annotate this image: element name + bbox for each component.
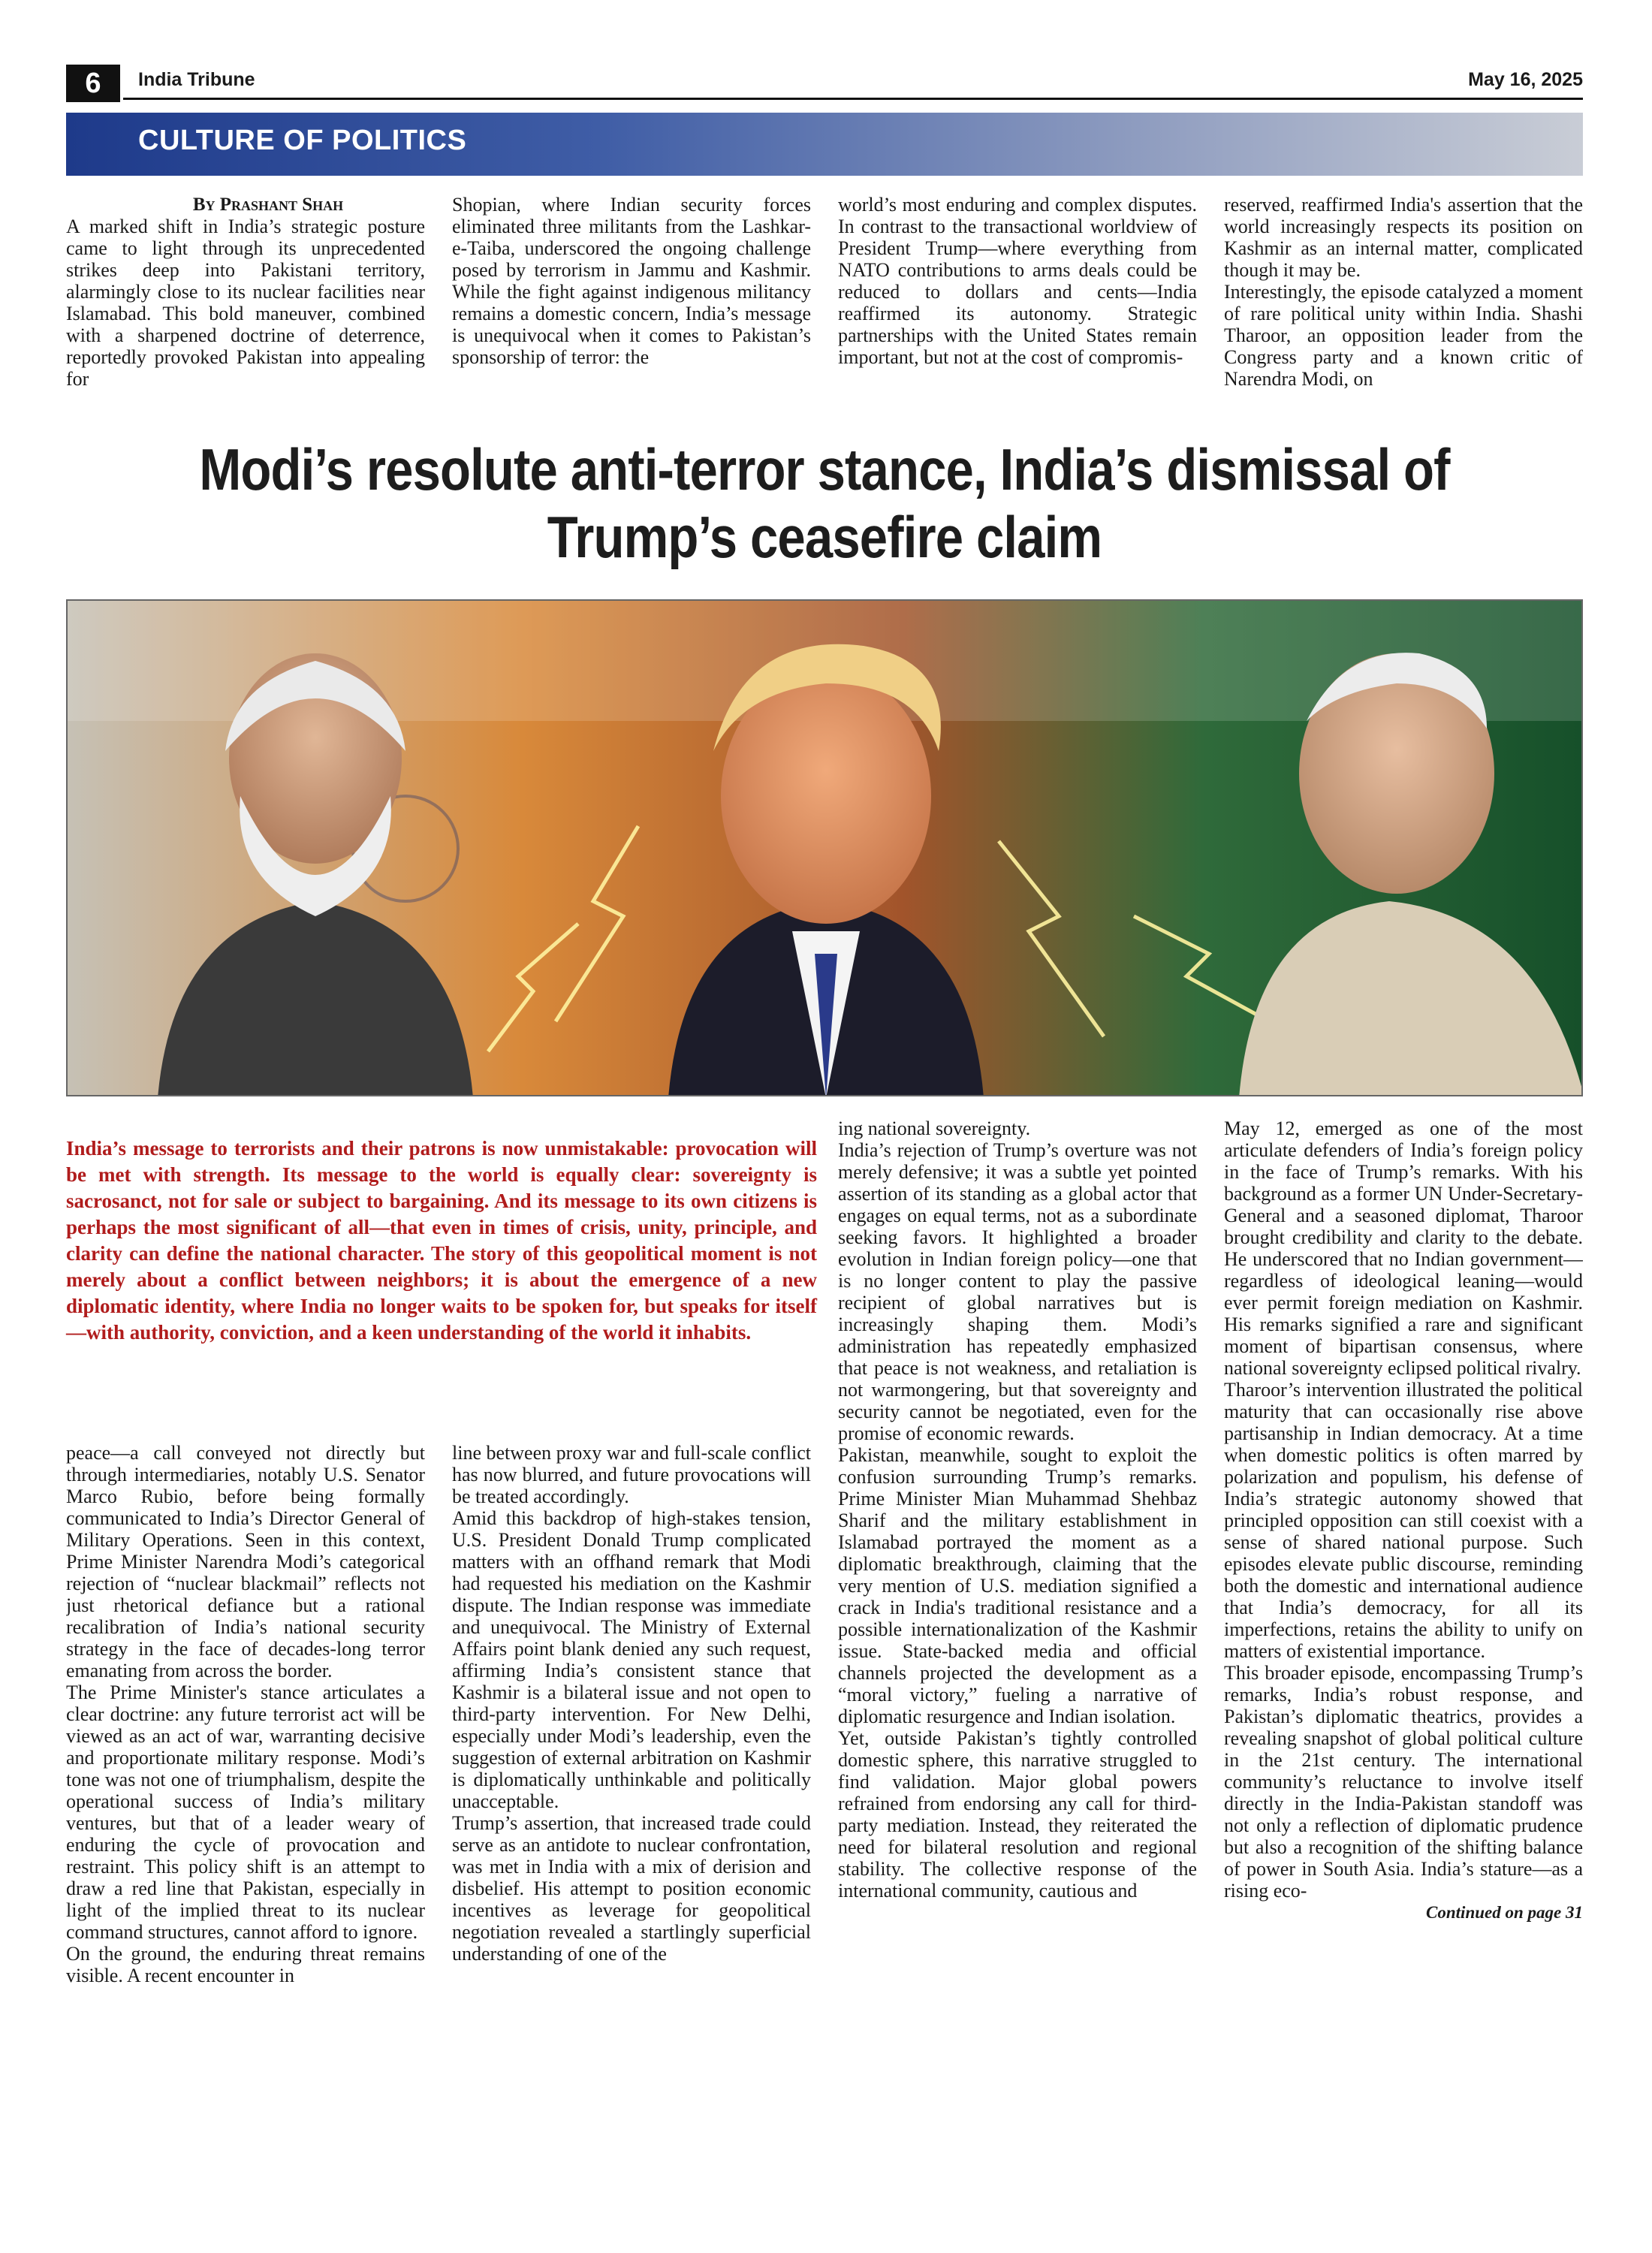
paragraph: Shopian, where Indian security forces eliminated three militants from the Lashkar-e-Taiba, underscored the ongoing challenge posed by terrorism in Jammu and Kashmir. While the fight against indigenous militancy remains a domestic concern, India’s message is unequivocal when it comes to Pakistan’s sponsorship of terror: the: [452, 194, 811, 368]
paragraph: ing national sovereignty.: [838, 1117, 1031, 1139]
top-column-2: [452, 194, 811, 419]
page-number: 6: [66, 65, 120, 102]
paragraph: reserved, reaffirmed India's assertion that the world increasingly respects its position on Kashmir as an internal matter, complicated though it may be.: [1224, 194, 1583, 281]
top-column-3: [838, 194, 1197, 419]
issue-date: May 16, 2025: [1468, 69, 1583, 90]
bottom-column-4: [1224, 1117, 1583, 2230]
top-column-1: [66, 194, 425, 419]
paragraph: Pakistan, meanwhile, sought to exploit the confusion surrounding Trump’s remarks. Prime Minister Mian Muhammad Shehbaz Sharif and the military establishment in Islamabad portrayed the moment as a diplomatic breakthrough, claiming that the very mention of U.S. mediation signified a crack in India's traditional resistance and a possible internationalization of the Kashmir issue. State-backed media and official channels projected the development as a “moral victory,” fueling a narrative of diplomatic resurgence and Indian isolation.: [838, 1444, 1197, 1727]
top-column-4: [1224, 194, 1583, 419]
bottom-column-1: [66, 1442, 425, 2230]
publication-name: India Tribune: [138, 69, 255, 90]
page-header: [66, 65, 1583, 102]
continued-note: Continued on page 31: [1426, 1903, 1583, 1922]
paragraph: line between proxy war and full-scale conflict has now blurred, and future provocations will be treated accordingly.: [452, 1442, 811, 1507]
paragraph: Trump’s assertion, that increased trade could serve as an antidote to nuclear confrontation, was met in India with a mix of derision and disbelief. His attempt to position economic incentives as leverage for geopolitical negotiation revealed a startlingly superficial understanding of one of the: [452, 1812, 811, 1965]
paragraph: May 12, emerged as one of the most articulate defenders of India’s foreign policy in the face of Trump’s remarks. With his background as a former UN Under-Secretary-General and a seasoned diplomat, Tharoor brought credibility and clarity to the debate. He underscored that no Indian government—regardless of ideological leaning—would ever permit foreign mediation on Kashmir. His remarks signified a rare and significant moment of bipartisan consensus, where national sovereignty eclipsed political rivalry.: [1224, 1117, 1583, 1379]
paragraph: India’s rejection of Trump’s overture was not merely defensive; it was a subtle yet pointed assertion of its standing as a global actor that engages on equal terms, not as a subordinate seeking favors. It highlighted a broader evolution in Indian foreign policy—one that is no longer content to play the passive recipient of global narratives but is increasingly shaping them. Modi’s administration has repeatedly emphasized that peace is not weakness, and retaliation is not warmongering, but that sovereignty and security cannot be negotiated, even for the promise of economic rewards.: [838, 1139, 1197, 1444]
paragraph: Tharoor’s intervention illustrated the political maturity that can occasionally rise above partisanship in Indian democracy. At a time when domestic politics is often marred by polarization and populism, his defense of India’s strategic autonomy showed that principled opposition can still coexist with a sense of shared national purpose. Such episodes elevate public discourse, reminding both the domestic and international audience that India’s democracy, for all its imperfections, retains the ability to unify on matters of existential importance.: [1224, 1379, 1583, 1662]
bottom-column-3: [838, 1117, 1197, 2230]
paragraph: The Prime Minister's stance articulates a clear doctrine: any future terrorist act will be viewed as an act of war, warranting decisive and proportionate military response. Modi’s tone was not one of triumphalism, despite the operational success of India’s military ventures, but that of a leader weary of enduring the cycle of provocation and restraint. This policy shift is an attempt to draw a red line that Pakistan, especially in light of the implied threat to its nuclear command structures, cannot afford to ignore.: [66, 1681, 425, 1943]
lead-photo: [66, 599, 1583, 1096]
paragraph: A marked shift in India’s strategic posture came to light through its unprecedented strikes deep into Pakistani territory, alarmingly close to its nuclear facilities near Islamabad. This bold maneuver, combined with a sharpened doctrine of deterrence, reportedly provoked Pakistan into appealing for: [66, 216, 425, 390]
headline-line-2: Trump’s ceasefire claim: [547, 504, 1102, 570]
headline-line-1: Modi’s resolute anti-terror stance, India’s dismissal of: [199, 436, 1450, 502]
bottom-column-2: [452, 1442, 811, 2230]
header-rule: [123, 98, 1583, 100]
headline: [172, 436, 1476, 571]
paragraph: world’s most enduring and complex disputes. In contrast to the transactional worldview of President Trump—where everything from NATO contributions to arms deals could be reduced to dollars and cents—India reaffirmed its autonomy. Strategic partnerships with the United States remain important, but not at the cost of compromis-: [838, 194, 1197, 368]
section-title: CULTURE OF POLITICS: [138, 125, 467, 156]
paragraph: Yet, outside Pakistan’s tightly controlled domestic sphere, this narrative struggled to find validation. Major global powers refrained from endorsing any call for third-party mediation. Instead, they reiterated the need for bilateral resolution and regional stability. The collective response of the international community, cautious and: [838, 1727, 1197, 1902]
paragraph: On the ground, the enduring threat remains visible. A recent encounter in: [66, 1943, 425, 1986]
paragraph: Amid this backdrop of high-stakes tension, U.S. President Donald Trump complicated matters with an offhand remark that Modi had requested his mediation on the Kashmir dispute. The Indian response was immediate and unequivocal. The Ministry of External Affairs point blank denied any such request, affirming India’s consistent stance that Kashmir is a bilateral issue and not open to third-party intervention. For New Delhi, especially under Modi’s leadership, even the suggestion of external arbitration on Kashmir is diplomatically unthinkable and politically unacceptable.: [452, 1507, 811, 1812]
paragraph: Interestingly, the episode catalyzed a moment of rare political unity within India. Shashi Tharoor, an opposition leader from the Congress party and a known critic of Narendra Modi, on: [1224, 281, 1583, 390]
paragraph: peace—a call conveyed not directly but through intermediaries, notably U.S. Senator Marco Rubio, before being formally communicated to India’s Director General of Military Operations. Seen in this context, Prime Minister Narendra Modi’s categorical rejection of “nuclear blackmail” reflects not just rhetorical defiance but a rational recalibration of India’s national security strategy in the face of decades-long terror emanating from across the border.: [66, 1442, 425, 1681]
pull-quote: India’s message to terrorists and their patrons is now unmistakable: provocation will be met with strength. Its message to the world is equally clear: sovereignty is sacrosanct, not for sale or subject to bargaining. And its message to its own citizens is perhaps the most significant of all—that even in times of crisis, unity, principle, and clarity can define the national character. The story of this geopolitical moment is not merely about a conflict between neighbors; it is about the emergence of a new diplomatic identity, where India no longer waits to be spoken for, but speaks for itself—with authority, conviction, and a keen understanding of the world it inhabits.: [66, 1137, 817, 1344]
byline: By Prashant Shah: [192, 195, 344, 215]
section-banner: [66, 113, 1583, 176]
paragraph: This broader episode, encompassing Trump’s remarks, India’s robust response, and Pakistan’s diplomatic theatrics, provides a revealing snapshot of global political culture in the 21st century. The international community’s reluctance to involve itself directly in the India-Pakistan standoff was not only a reflection of diplomatic prudence but also a recognition of the shifting balance of power in South Asia. India’s stature—as a rising eco-: [1224, 1662, 1583, 1902]
